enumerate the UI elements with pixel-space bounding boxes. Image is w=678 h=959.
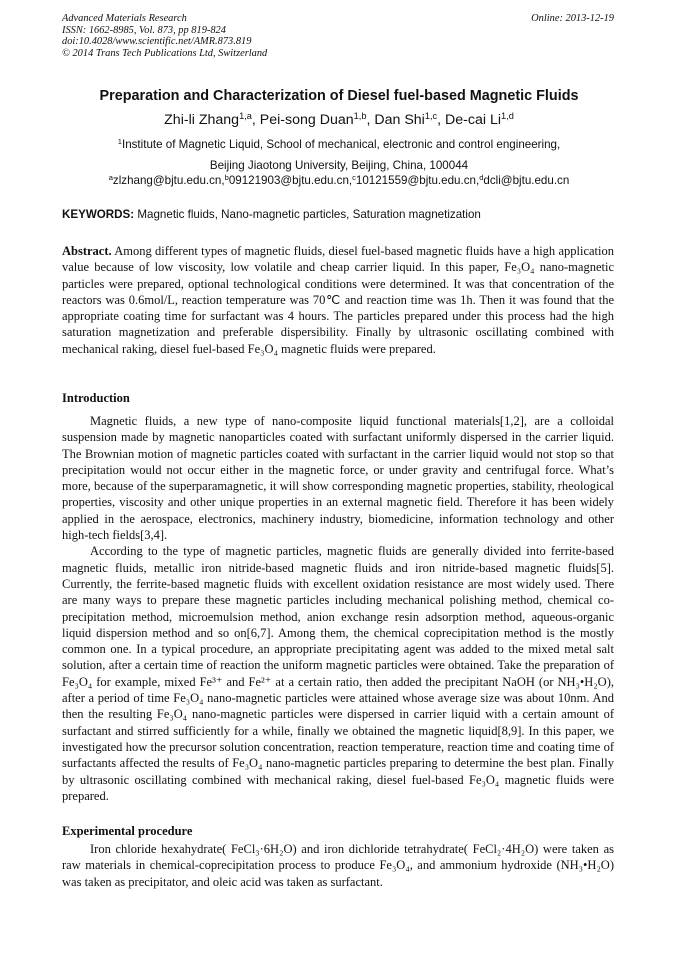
email-sup: b [224, 172, 229, 182]
issn-line: ISSN: 1662-8985, Vol. 873, pp 819-824 [62, 24, 226, 36]
affiliation-line-2: Beijing Jiaotong University, Beijing, China, 100044 [209, 159, 469, 172]
introduction-body [62, 413, 614, 804]
doi-line: doi:10.4028/www.scientific.net/AMR.873.819 [62, 36, 252, 48]
email-address[interactable]: 09121903@bjtu.edu.cn [228, 174, 349, 187]
email-address[interactable]: dcli@bjtu.edu.cn [483, 174, 570, 187]
author-sup: 1,d [501, 110, 514, 121]
journal-header [62, 13, 267, 59]
experimental-heading: Experimental procedure [62, 824, 193, 838]
email-address[interactable]: zlzhang@bjtu.edu.cn [112, 174, 222, 187]
journal-name: Advanced Materials Research [62, 13, 187, 24]
keywords-label: KEYWORDS: [62, 208, 135, 221]
keywords [62, 208, 481, 221]
email-address[interactable]: 10121559@bjtu.edu.cn [355, 174, 476, 187]
abstract [62, 243, 614, 357]
author-name: Zhi-li Zhang [164, 112, 240, 128]
introduction-heading: Introduction [62, 391, 130, 405]
online-date: Online: 2013-12-19 [531, 13, 614, 24]
email-sup: c [352, 172, 356, 182]
experimental-paragraph: Iron chloride hexahydrate( FeCl₃·6H₂O) and iron dichloride tetrahydrate( FeCl₂·4H₂O) were taken as raw materials in chemical-coprecipitation process to produce Fe₃O₄, and ammonium hydroxide (NH₃•H₂O) was taken as precipitator, and oleic acid was taken as surfactant. [62, 842, 614, 889]
author-name: Dan Shi [374, 112, 425, 128]
affiliation-sup: 1 [117, 136, 122, 146]
introduction-paragraph-1: Magnetic fluids, a new type of nano-composite liquid functional materials[1,2], are a colloidal suspension made by magnetic nanoparticles coated with surfactant uniformly dispersed in the carrier liquid. The Brownian motion of magnetic particles coated with surfactant in the carrier liquid would not stop so that precipitation would not occur either in the magnetic force, or under gravity and centrifugal force. What’s more, because of the superparamagnetic, it will show corresponding magnetic properties, stability, rheological properties, viscosity and other unique properties in an external magnetic field. Therefore it has been widely applied in the aerospace, electronics, machinery industry, biomedicine, information technology and other high-tech fields[3,4]. [62, 414, 614, 543]
affiliation-text: Institute of Magnetic Liquid, School of mechanical, electronic and control engineering, [121, 138, 561, 151]
abstract-label: Abstract. [62, 244, 112, 258]
introduction-paragraph-2: According to the type of magnetic particles, magnetic fluids are generally divided into ferrite-based magnetic fluids, metallic iron nitride-based magnetic fluids and iron nitride-based magnetic fluids[5]. Currently, the ferrite-based magnetic fluids with excellent oxidation resistance are most widely used. There are many ways to prepare these magnetic particles including mechanical polishing method, chemical co-precipitation method, microemulsion method, anion exchange resin adsorption method, aqueous-organic liquid dispersion method and so on[6,7]. Among them, the chemical coprecipitation method is the mostly common one. In a typical procedure, an appropriate precipitating agent was added to the mixed metal salt solution, after a certain time of reaction the uniform magnetic particles were obtained. Take the preparation of Fe₃O₄ for example, mixed Fe³⁺ and Fe²⁺ at a certain ratio, then added the precipitant NaOH (or NH₃•H₂O), after a period of time Fe₃O₄ nano-magnetic particles were attained whose average size was about 10nm. And then the resulting Fe₃O₄ nano-magnetic particles were dispersed in carrier liquid with a certain amount of surfactant and stirred sufficiently for a while, finally we obtained the magnetic liquid[8,9]. In this paper, we investigated how the precursor solution concentration, reaction temperature, reaction time and coating time of surfactants affected the results of Fe₃O₄ nano-magnetic particles preparing to determine the best plan. Finally by ultrasonic oscillating combined with mechanical raking, diesel fuel-based Fe₃O₄ magnetic fluids were prepared. [62, 544, 614, 803]
author-sup: 1,c [424, 110, 438, 121]
author-sup: 1,b [353, 110, 367, 121]
author-name: De-cai Li [445, 112, 502, 128]
author-sup: 1,a [239, 110, 252, 121]
copyright-line: © 2014 Trans Tech Publications Ltd, Switzerland [62, 47, 268, 59]
author-name: Pei-song Duan [259, 112, 354, 128]
paper-title: Preparation and Characterization of Diesel fuel-based Magnetic Fluids [99, 88, 579, 104]
keywords-text: Magnetic fluids, Nano-magnetic particles, Saturation magnetization [137, 208, 481, 221]
affiliation-line-1 [0, 138, 678, 151]
email-sup: d [479, 172, 484, 182]
abstract-text: Among different types of magnetic fluids, diesel fuel-based magnetic fluids have a high application value because of low viscosity, low volatile and cheap carrier liquid. In this paper, Fe₃O₄ nano-magnetic particles were prepared, optional technological conditions were determined. It was that concentration of the reactors was 0.6mol/L, reaction temperature was 70℃ and reaction time was 1h. Then it was found that the appropriate coating time for surfactant was 4 hours. The particles prepared under this process had the high saturation magnetization and preferable dispersibility. Finally by ultrasonic oscillating combined with mechanical raking, diesel fuel-based Fe₃O₄ magnetic fluids were prepared. [62, 244, 614, 356]
email-line: $^a$zlzhang@bjtu.edu.cn,$^b$09121903@bjtu.edu.cn,$^c$10121559@bjtu.edu.cn,$^d$dcli@bjtu.edu.cn [108, 172, 570, 187]
experimental-body [62, 841, 614, 890]
author-list: Zhi-li Zhang$^{1,a}$, Pei-song Duan$^{1,b}$, Dan Shi$^{1,c}$, De-cai Li$^{1,d}$ [164, 110, 514, 128]
email-sup: a [108, 172, 113, 182]
